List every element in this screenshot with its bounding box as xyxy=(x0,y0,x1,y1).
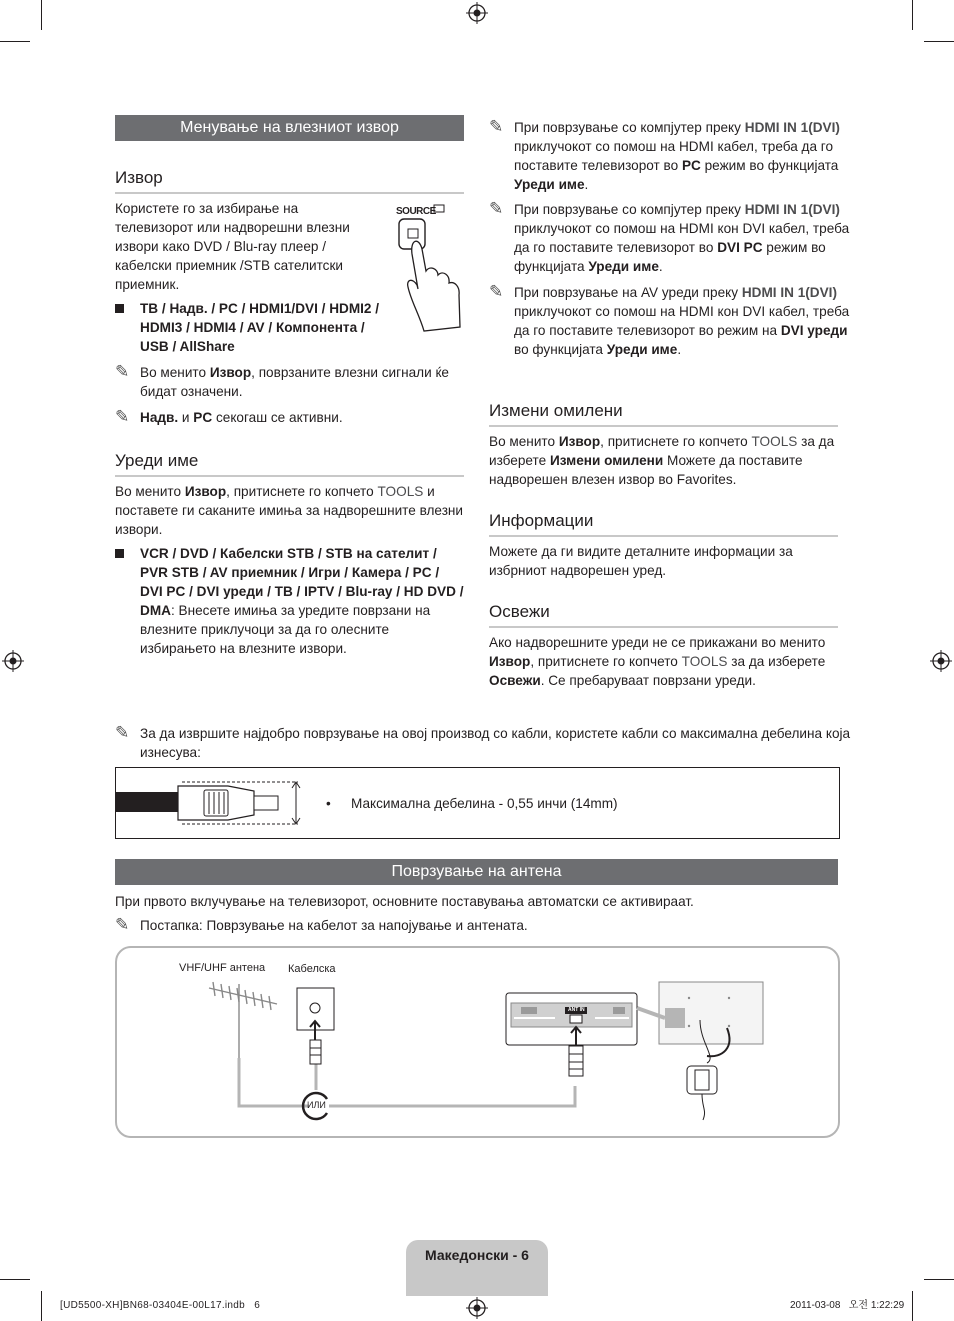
cable-label: Кабелска xyxy=(288,963,336,975)
file-info: [UD5500-XH]BN68-03404E-00L17.indb 6 xyxy=(60,1300,261,1311)
heading-refresh: Освежи xyxy=(489,601,838,628)
section-banner-antenna: Поврзување на антена xyxy=(115,859,838,885)
antenna-connection-diagram xyxy=(115,946,840,1138)
source-note-always-active: ✎ Надв. и PC секогаш се активни. xyxy=(115,407,343,426)
source-list-bullet xyxy=(115,299,395,356)
hdmi-pc-note: ✎ При поврзување со компјутер преку HDMI IN 1(DVI) приклучокот со помош на HDMI кабел, треба да го поставите телевизорот во PC режим во функцијата Уреди име. xyxy=(489,117,840,192)
crop-mark xyxy=(0,41,30,42)
or-label: ИЛИ xyxy=(307,1100,326,1110)
cable-plug-icon xyxy=(116,768,316,838)
source-body: Користете го за избирање на телевизорот или надворешни влезни извори како DVD / Blu-ray плеер / кабелски приемник /STB сателитски приемник. xyxy=(115,201,350,292)
note-pencil-icon: ✎ xyxy=(115,362,130,381)
cable-spec-text: Максимална дебелина - 0,55 инчи (14mm) xyxy=(351,796,618,811)
note-pencil-icon: ✎ xyxy=(489,199,504,218)
antenna-wiring-icon xyxy=(117,948,838,1136)
edit-favorites-body: Во менито Извор, притиснете го копчето TOOLS за да изберете Измени омилени Можете да поставите надворешен влезен извор во Favorites. xyxy=(489,434,835,487)
source-list-text: ТВ / Надв. / PC / HDMI1/DVI / HDMI2 / HDMI3 / HDMI4 / AV / Компонента / USB / AllShare xyxy=(140,301,380,354)
registration-mark-icon xyxy=(2,650,24,672)
crop-mark xyxy=(41,0,42,30)
registration-mark-icon xyxy=(466,1297,488,1319)
note-pencil-icon: ✎ xyxy=(115,915,130,934)
cable-spec-bullet: • xyxy=(326,796,331,811)
ant-in-port-label: ANT IN xyxy=(568,1007,585,1013)
heading-source: Извор xyxy=(115,167,464,194)
heading-edit-name: Уреди име xyxy=(115,450,464,477)
page-number-label: Македонски - 6 xyxy=(425,1247,529,1263)
crop-mark xyxy=(912,1291,913,1321)
note-pencil-icon: ✎ xyxy=(489,117,504,136)
cable-thickness-note: ✎ За да извршите најдобро поврзување на овој производ со кабли, користете кабли со максимална дебелина која изнесува: xyxy=(115,723,851,760)
note-pencil-icon: ✎ xyxy=(115,407,130,426)
crop-mark xyxy=(924,1279,954,1280)
registration-mark-icon xyxy=(466,2,488,24)
registration-mark-icon xyxy=(930,650,952,672)
vhf-uhf-label: VHF/UHF антена xyxy=(179,962,266,974)
antenna-intro: При првото вклучување на телевизорот, основните поставувања автоматски се активираат. xyxy=(115,894,694,909)
note-pencil-icon: ✎ xyxy=(115,723,130,742)
crop-mark xyxy=(0,1279,30,1280)
edit-name-list-bullet: VCR / DVD / Кабелски STB / STB на сателит / PVR STB / AV приемник / Игри / Камера / PC / DVI PC / DVI уреди / ТВ / IPTV / Blu-ray / HD DVD / DMA: Внесете имиња за уредите поврзани на влезните приклучоци за да го олесните избирањето на влезните извори. xyxy=(115,544,464,658)
source-note-highlight: ✎ Во менито Извор, поврзаните влезни сигнали ќе бидат означени. xyxy=(115,362,449,399)
antenna-note: ✎ Постапка: Поврзување на кабелот за напојување и антената. xyxy=(115,915,528,934)
heading-information: Информации xyxy=(489,510,838,537)
hand-pressing-button-icon xyxy=(386,199,468,339)
page-number-tab xyxy=(406,1240,548,1296)
information-body: Можете да ги видите деталните информации за избрниот надворешен уред. xyxy=(489,544,793,578)
remote-source-illustration xyxy=(386,199,468,339)
note-pencil-icon: ✎ xyxy=(489,282,504,301)
source-button-label: SOURCE xyxy=(396,206,436,217)
heading-edit-favorites: Измени омилени xyxy=(489,400,838,427)
refresh-body: Ако надворешните уреди не се прикажани во менито Извор, притиснете го копчето TOOLS за да изберете Освежи. Се пребаруваат поврзани уреди. xyxy=(489,635,826,688)
hdmi-dvi-pc-note: ✎ При поврзување со компјутер преку HDMI IN 1(DVI) приклучокот со помош на HDMI кон DVI кабел, треба да го поставите телевизорот во DVI PC режим во функцијата Уреди име. xyxy=(489,199,850,274)
crop-mark xyxy=(924,41,954,42)
hdmi-dvi-av-note: ✎ При поврзување на AV уреди преку HDMI IN 1(DVI) приклучокот со помош на HDMI кон DVI кабел, треба да го поставите телевизорот во режим на DVI уреди во функцијата Уреди име. xyxy=(489,282,850,357)
cable-spec-box xyxy=(115,767,840,839)
crop-mark xyxy=(41,1291,42,1321)
edit-name-body: Во менито Извор, притиснете го копчето TOOLS и поставете ги саканите имиња за надворешните влезни извори. xyxy=(115,484,464,537)
crop-mark xyxy=(912,0,913,30)
print-timestamp: 2011-03-08 오전 1:22:29 xyxy=(790,1300,905,1311)
section-banner-input-source: Менување на влезниот извор xyxy=(115,115,464,141)
